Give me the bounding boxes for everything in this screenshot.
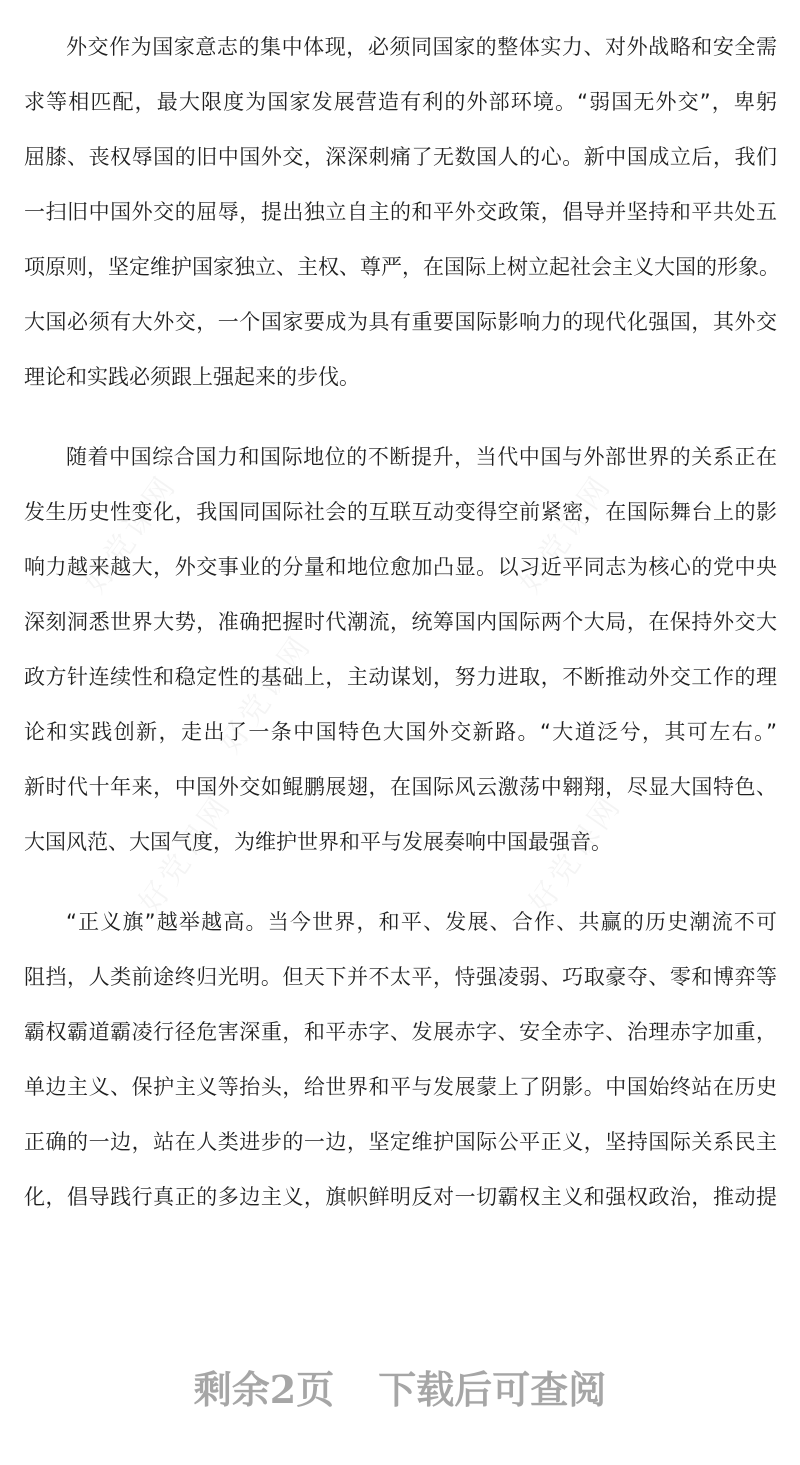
text-line: 论和实践创新，走出了一条中国特色大国外交新路。“大道泛兮，其可左右。”	[24, 720, 777, 744]
text-line: “正义旗”越举越高。当今世界，和平、发展、合作、共赢的历史潮流不可	[66, 910, 777, 934]
paragraph-3	[24, 895, 777, 1225]
text-line: 随着中国综合国力和国际地位的不断提升，当代中国与外部世界的关系正在	[66, 445, 777, 469]
text-line: 化，倡导践行真正的多边主义，旗帜鲜明反对一切霸权主义和强权政治，推动提	[24, 1185, 777, 1209]
text-line: 单边主义、保护主义等抬头，给世界和平与发展蒙上了阴影。中国始终站在历史	[24, 1075, 777, 1099]
text-line: 霸权霸道霸凌行径危害深重，和平赤字、发展赤字、安全赤字、治理赤字加重，	[24, 1020, 777, 1044]
download-to-view-label: 下载后可查阅	[378, 1367, 607, 1412]
remaining-pages-label: 剩余2页	[193, 1367, 335, 1412]
text-line: 大国必须有大外交，一个国家要成为具有重要国际影响力的现代化强国，其外交	[24, 310, 777, 334]
text-line: 政方针连续性和稳定性的基础上，主动谋划，努力进取，不断推动外交工作的理	[24, 665, 777, 689]
paragraph-1	[24, 20, 780, 405]
text-line: 正确的一边，站在人类进步的一边，坚定维护国际公平正义，坚持国际关系民主	[24, 1130, 777, 1154]
text-line: 外交作为国家意志的集中体现，必须同国家的整体实力、对外战略和安全需	[66, 35, 777, 59]
text-line: 一扫旧中国外交的屈辱，提出独立自主的和平外交政策，倡导并坚持和平共处五	[24, 200, 777, 224]
text-line: 响力越来越大，外交事业的分量和地位愈加凸显。以习近平同志为核心的党中央	[24, 555, 777, 579]
download-to-read-more-button[interactable]	[0, 1360, 800, 1420]
text-line: 深刻洞悉世界大势，准确把握时代潮流，统筹国内国际两个大局，在保持外交大	[24, 610, 777, 634]
text-line: 阻挡，人类前途终归光明。但天下并不太平，恃强凌弱、巧取豪夺、零和博弈等	[24, 965, 777, 989]
text-line: 理论和实践必须跟上强起来的步伐。	[24, 365, 360, 389]
paragraph-2	[24, 430, 777, 870]
text-line: 求等相匹配，最大限度为国家发展营造有利的外部环境。“弱国无外交”，卑躬	[24, 90, 777, 114]
text-line: 发生历史性变化，我国同国际社会的互联互动变得空前紧密，在国际舞台上的影	[24, 500, 777, 524]
text-line: 新时代十年来，中国外交如鲲鹏展翅，在国际风云激荡中翱翔，尽显大国特色、	[24, 775, 777, 799]
document-body	[24, 20, 780, 1250]
text-line: 项原则，坚定维护国家独立、主权、尊严，在国际上树立起社会主义大国的形象。	[24, 255, 780, 279]
text-line: 大国风范、大国气度，为维护世界和平与发展奏响中国最强音。	[24, 830, 612, 854]
text-line: 屈膝、丧权辱国的旧中国外交，深深刺痛了无数国人的心。新中国成立后，我们	[24, 145, 777, 169]
